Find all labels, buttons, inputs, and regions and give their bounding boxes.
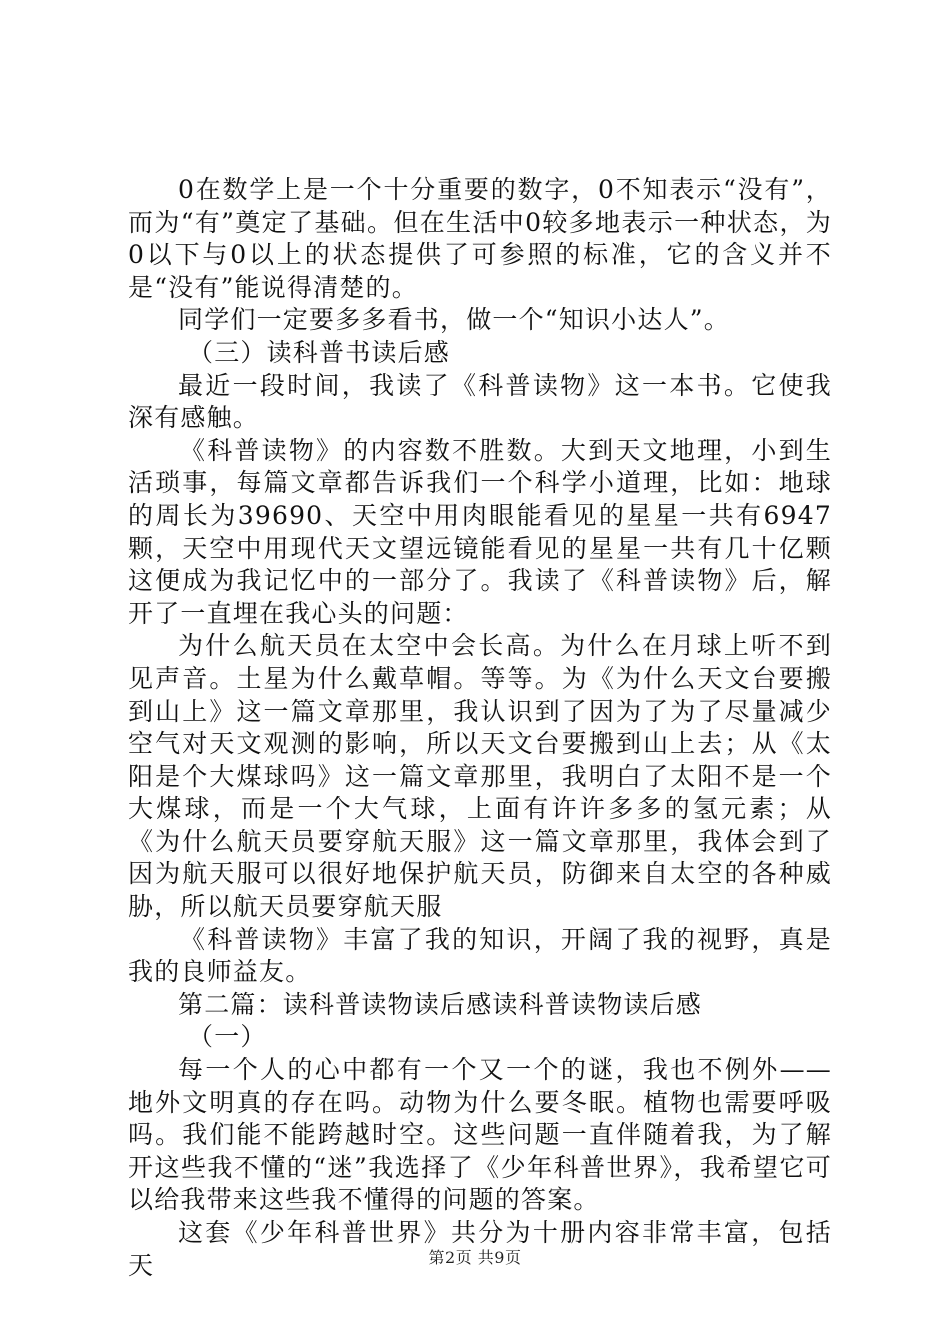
paragraph-read-more: 同学们一定要多多看书，做一个“知识小达人”。: [178, 305, 730, 335]
paragraph-content-variety: 《科普读物》的内容数不胜数。大到天文地理，小到生活琐事，每篇文章都告诉我们一个科学小道理，比如：地球的周长为39690、天空中用肉眼能看见的星星一共有6947颗，天空中用现代天文望远镜能看见的星星一共有几十亿颗这便成为我记忆中的一部分了。我读了《科普读物》后，解开了一直埋在我心头的问题：: [128, 435, 832, 628]
paragraph-recent-reading: 最近一段时间，我读了《科普读物》这一本书。它使我深有感触。: [128, 370, 832, 433]
paragraph-zero-meaning: 0在数学上是一个十分重要的数字，0不知表示“没有”，而为“有”奠定了基础。但在生活中0较多地表示一种状态，为0以下与0以上的状态提供了可参照的标准，它的含义并不是“没有”能说得清楚的。: [128, 175, 832, 302]
paragraph-questions-answered: 为什么航天员在太空中会长高。为什么在月球上听不到见声音。土星为什么戴草帽。等等。为《为什么天文台要搬到山上》这一篇文章那里，我认识到了因为了为了尽量减少空气对天文观测的影响，所以天文台要搬到山上去；从《太阳是个大煤球吗》这一篇文章那里，我明白了太阳不是一个大煤球，而是一个大气球，上面有许许多多的氢元素；从《为什么航天员要穿航天服》这一篇文章那里，我体会到了因为航天服可以很好地保护航天员，防御来自太空的各种威胁，所以航天员要穿航天服: [128, 631, 832, 922]
page-number-footer: 第2页 共9页: [428, 1248, 522, 1267]
document-body: [128, 174, 832, 1282]
section-heading-three: （三）读科普书读后感: [188, 337, 451, 367]
chapter-heading-second: 第二篇：读科普读物读后感读科普读物读后感: [178, 989, 703, 1019]
paragraph-mysteries: 每一个人的心中都有一个又一个的谜，我也不例外——地外文明真的存在吗。动物为什么要冬眠。植物也需要呼吸吗。我们能不能跨越时空。这些问题一直伴随着我，为了解开这些我不懂的“迷”我选择了《少年科普世界》，我希望它可以给我带来这些我不懂得的问题的答案。: [128, 1055, 832, 1215]
section-heading-one: （一）: [188, 1022, 267, 1052]
paragraph-good-teacher: 《科普读物》丰富了我的知识，开阔了我的视野，真是我的良师益友。: [128, 924, 832, 987]
paragraph-series-intro: 这套《少年科普世界》共分为十册内容非常丰富，包括天: [128, 1218, 832, 1280]
